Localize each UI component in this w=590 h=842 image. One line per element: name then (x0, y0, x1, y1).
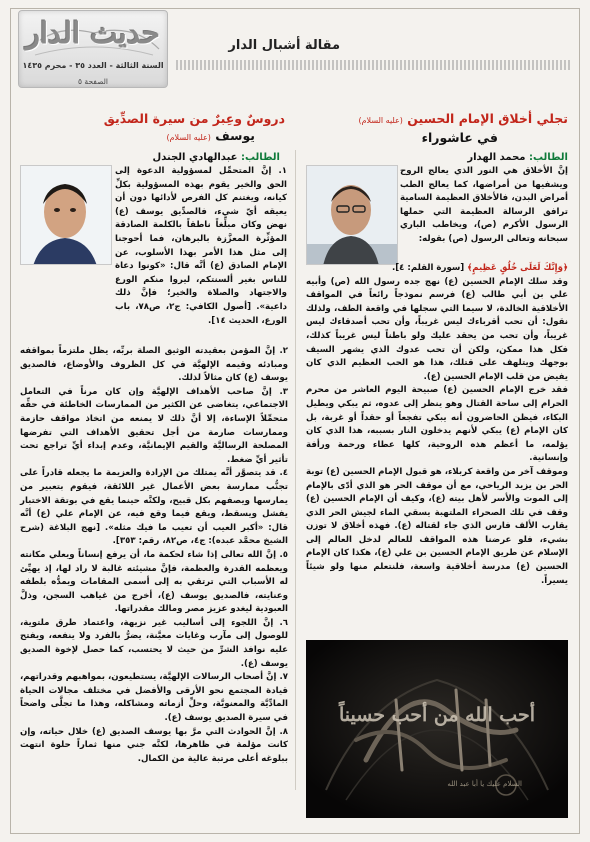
left-author-name: عبدالهادي الجندل (152, 152, 238, 163)
right-paragraph-2: فقد خرج الإمام الحسين (ع) صبيحة اليوم العاشر من محرم الحرام إلى ساحة القتال وهو ينظر إلى عدوه، ثم يبكي ويطيل البكاء، فيظن الحاضرون أنه يبكي تفجعاً أو حقداً أو غربة، بل كان الإمام (ع) يبكي لأنهم يدخلون النار بسببه، هذا الذي كان يؤلمه، ما أعظم هذه الروحية، كلها عطاء ورحمة ورأفة وإنسانية. (306, 385, 568, 464)
logo-title: حديث الدار (26, 16, 160, 50)
left-paragraph-3: ٣. إنَّ صاحب الأهداف الإلهيَّة وإن كان مرناً في التعامل الاجتماعي، يتغاضى عن الكثير من الممارسات الخاطئة في حقِّه متحمِّلاً الإساءة، إلا أنَّ ذلك لا يمنعه من اتخاذ مواقف حازمة وممارسات صارمة من أجل تحقيق الأهداف التي تفرضها المصلحة الرساليَّة والقيم الإيمانيَّة، وعدم إبداء أيِّ تراجع تحت تأثير أيِّ ضغط. (20, 386, 288, 465)
left-article-subtitle: يوسف (215, 128, 255, 143)
header (0, 0, 590, 108)
left-paragraph-5: ٥. إنَّ الله تعالى إذا شاء لحكمة ما، أن يرفع إنساناً ويعلي مكانته ويعظمه القدرة والعظمة، فإنَّ مشيئته غالبة لا راد لها، إذ يهيِّئ له الأسباب التي ترتقي به إلى أسمى المقامات ويمدُّه بلطفه وعنايته، فالصديق يوسف (ع)، أخرج من غياهب السجن، وذلَّ العبودية ليغدو عزيز مصر ومالك مقدراتها. (20, 549, 288, 615)
quran-verse: ﴿وَإِنَّكَ لَعَلَى خُلُقٍ عَظِيمٍ﴾ (467, 263, 568, 273)
left-author-photo (20, 165, 112, 265)
right-paragraph-3: وموقف آخر من واقعة كربلاء، هو قبول الإمام الحسين (ع) توبة الحر بن يزيد الرياحي، مع أن موقف الحر هو الذي أدّى بالإمام إلى الموت والأسر لأهل بيته (ع)، وكيف أن الإمام الحسين (ع) وقف في تلك الصحراء الملتهبة يسقي الماء لجيش الحر الذي يقارب الألف فارس الذي جاء لقتاله (ع). فهذه أخلاق لا توزن بشيء، فلو عرضنا هذه المواقف للعالم لدخل العالم إلى الإسلام عن طريق الإمام الحسين بن علي (ع)، هكذا كان الإمام الحسين (ع) مدرسة أخلاقية واسعة، فلنتعلم منها ولو شيئاً يسيراً. (306, 466, 568, 586)
left-author (153, 152, 280, 163)
left-article-title (23, 110, 285, 146)
left-author-label: الطالب: (240, 152, 280, 163)
right-author-name: محمد الهدار (467, 152, 526, 163)
left-article-intro (115, 165, 287, 328)
calligraphy-artwork (306, 640, 568, 818)
portrait-icon (306, 166, 397, 265)
right-article-intro (400, 165, 568, 247)
calligraphy-small-inscription: السلام عليك يا أبا عبد الله (447, 780, 522, 788)
left-paragraph-1: ١. إنَّ المتحمِّل لمسؤولية الدعوة إلى الحق والخير يقوم بهذه المسؤولية بكلِّ كيانه، ويغتنم كل الفرص لأدائها دون أن يعيقه أيّ شيء، فالصدِّيق يوسف (ع) نهض وكان مبلِّغاً ناطقاً بالكلمة الصادقة المؤثِّرة المعزَّزة بالبرهان، فما أحوجنا إلى مثل هذا الأمر بهذا الأسلوب، عن الإمام الصادق (ع) أنَّه قال: «كونوا دعاة للناس بغير ألسنتكم، ليروا منكم الورع والاجتهاد والصلاة والخير؛ فإنَّ ذلك داعية». [أصول الكافي: ج٢، ص٧٨، باب الورع، الحديث ١٤]. (115, 166, 287, 326)
right-article-body (306, 262, 568, 588)
left-article-title-text: دروسٌ وعِبرٌ من سيرة الصدِّيق (103, 111, 285, 126)
left-paragraph-8: ٨. إنَّ الحوادث التي مرَّ بها يوسف الصديق (ع) خلال حياته، وإن كانت مؤلمة في ظاهرها، لكنَّه جني منها ثماراً حلوة انتهت ببلوغه أعلى مرتبة عالية من الكمال. (20, 726, 288, 764)
right-article-title-text: تجلي أخلاق الإمام الحسين (407, 111, 568, 126)
right-author-photo (306, 165, 398, 265)
calligraphy-text: أحب الله من أحب حسيناً (339, 704, 535, 726)
column-divider (295, 150, 296, 790)
portrait-icon (20, 166, 111, 265)
left-article-body (20, 345, 288, 766)
quran-reference: [سورة القلم: ٤]. (391, 263, 465, 273)
right-author (467, 152, 568, 163)
right-article-title (306, 110, 568, 146)
right-intro-paragraph: إنَّ الأخلاق هي النور الذي يعالج الروح ويشفيها من أمراضها، كما يعالج الطب أمراض البدن، فالأخلاق العظيمة السامية ترافق الرسالة العظيمة التي حملها الرسول الأكرم (ص)، ويخاطب الباري سبحانه وتعالى الرسول (ص) بقوله: (400, 166, 568, 244)
right-article-subtitle: في عاشوراء (421, 130, 498, 145)
left-article-honorific: (عليه السلام) (166, 133, 211, 142)
calligraphy-background-icon (306, 640, 568, 818)
left-paragraph-4: ٤. قد يتصوَّر أنَّه يمتلك من الإرادة والعزيمة ما يجعله قادراً على تجنُّب ممارسة بعض الأعمال غير اللائقة، فيقوم بتعبير من يمارسها ويصفهم بكل قبيح، ولكنَّه حينما يقع في بوتقة الاختبار يفشل ويسقط، ويقع فيما وقع فيه، عن الإمام علي (ع) أنَّه قال: «أكبر العيب أن تعيب ما فيك مثله». [نهج البلاغة (شرح الشيخ محمَّد عبده): ج٤، ص٨٢، رقم: ٣٥٣]. (20, 468, 288, 547)
section-title: مقالة أشبال الدار (228, 38, 340, 53)
right-paragraph-1: وقد سلك الإمام الحسين (ع) نهج جده رسول الله (ص) وأبيه علي بن أبي طالب (ع) فرسم نموذجاً رائعاً في المواقف الأخلاقية الخالدة، لا سيما التي سجلها في واقعة الطف، ولذلك نقول: أن تحب أقرباءك ليس غريباً، وأن تحب أصدقاءك ليس غريباً، وأن تحب من يحقد عليك ولو باطناً ليس غريباً كذلك، فكل هذا ممكن، ولكن أن تحب عدوك الذي يشهر السيف بوجهك ويتلهف على قتلك، هذا هو الحب العظيم الذي كان يفيض من قلب الإمام الحسين (ع). (306, 276, 568, 382)
header-stripe (176, 60, 572, 70)
left-paragraph-2: ٢. إنَّ المؤمن بعقيدته الوثيق الصلة بربِّه، يظل ملتزماً بمواقفه ومبادئه وقيمه الإلهيَّة في كل الظروف والأوضاع، فالصديق يوسف (ع) كان مثالاً لذلك. (20, 346, 288, 384)
page-number: الصفحة ٥ (78, 77, 108, 86)
issue-line: السنة الثالثة - العدد ٣٥ - محرم ١٤٣٥ (22, 61, 164, 70)
magazine-logo (18, 10, 168, 88)
right-article-honorific: (عليه السلام) (358, 116, 403, 125)
left-paragraph-7: ٧. إنَّ أصحاب الرسالات الإلهيَّة، يستطيعون، بمواهبهم وقدراتهم، قيادة المجتمع نحو الأرقى والأفضل في مختلف مجالات الحياة المادِّيَّة والمعنويَّة، وحلِّ أزماته ومشاكله، وهذا ما تجلَّى واضحاً في سيرة الصديق يوسف (ع). (20, 672, 288, 724)
left-paragraph-6: ٦. إنَّ اللجوء إلى أساليب غير نزيهة، واعتماد طرق ملتوية، للوصول إلى مآرب وغايات معيَّنة، يضرُّ بالفرد ولا ينفعه، ويفتح عليه نوافذ الشرِّ من حيث لا يحتسب، كما حصل لإخوة الصديق يوسف (ع). (20, 617, 288, 669)
right-author-label: الطالب: (528, 152, 568, 163)
